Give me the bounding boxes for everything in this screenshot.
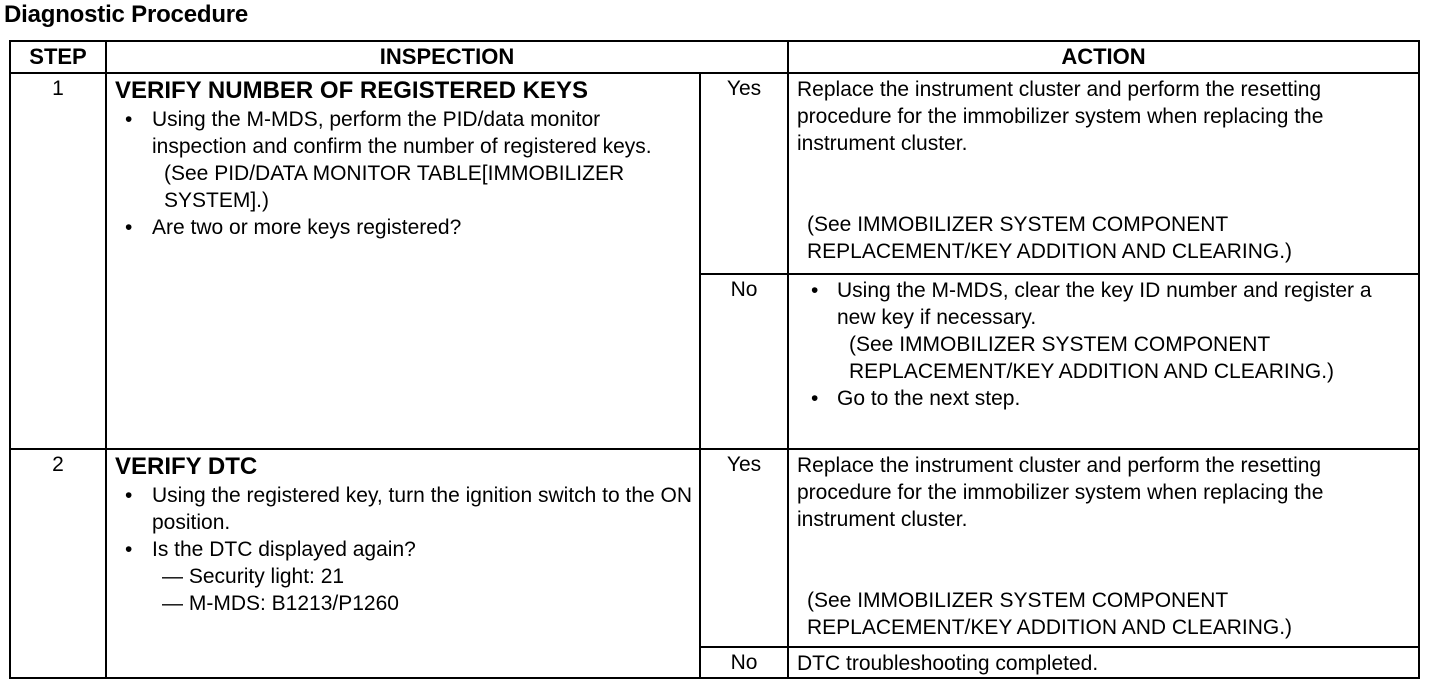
step-title: VERIFY NUMBER OF REGISTERED KEYS	[115, 77, 588, 104]
step-1-inspection-cell	[106, 73, 700, 449]
yes-label: Yes	[726, 453, 762, 476]
header-action: ACTION	[788, 41, 1419, 73]
yes-label: Yes	[726, 77, 762, 100]
step-1-yes-row	[10, 73, 1419, 274]
inspection-bullet-text: Using the registered key, turn the ignition switch to the ON position.	[152, 484, 693, 534]
inspection-bullet-text: Is the DTC displayed again?	[152, 538, 416, 561]
spacer	[797, 533, 1408, 587]
page-title: Diagnostic Procedure	[4, 1, 249, 28]
no-label: No	[730, 651, 758, 674]
action-text: Replace the instrument cluster and perform the resetting procedure for the immobilizer system when replacing the instrument cluster.	[797, 454, 1324, 531]
step-1-no-cell	[700, 274, 788, 449]
action-bullet	[797, 385, 1408, 412]
inspection-bullet-text: Are two or more keys registered?	[152, 216, 462, 239]
inspection-bullet	[115, 106, 693, 214]
header-step: STEP	[10, 41, 106, 73]
inspection-bullet	[115, 482, 693, 536]
diagnostic-procedure-table	[9, 40, 1420, 679]
dtc-detail: — M-MDS: B1213/P1260	[162, 592, 399, 615]
reference-text: (See IMMOBILIZER SYSTEM COMPONENT REPLACEMENT/KEY ADDITION AND CLEARING.)	[807, 213, 1293, 263]
inspection-bullet-text: Using the M-MDS, perform the PID/data monitor inspection and confirm the number of registered keys.	[152, 108, 652, 158]
action-text: Replace the instrument cluster and perform the resetting procedure for the immobilizer system when replacing the instrument cluster.	[797, 78, 1324, 155]
step-number: 1	[52, 77, 64, 100]
step-2-yes-cell	[700, 449, 788, 647]
reference-text: (See IMMOBILIZER SYSTEM COMPONENT REPLACEMENT/KEY ADDITION AND CLEARING.)	[849, 333, 1335, 383]
step-2-yes-row	[10, 449, 1419, 647]
inspection-bullet	[115, 536, 693, 617]
step-2-inspection-cell	[106, 449, 700, 678]
reference-text: (See PID/DATA MONITOR TABLE[IMMOBILIZER SYSTEM].)	[164, 162, 625, 212]
dtc-detail: — Security light: 21	[162, 565, 345, 588]
reference-text: (See IMMOBILIZER SYSTEM COMPONENT REPLACEMENT/KEY ADDITION AND CLEARING.)	[807, 589, 1293, 639]
step-1-yes-cell	[700, 73, 788, 274]
action-text: DTC troubleshooting completed.	[797, 652, 1099, 675]
header-inspection: INSPECTION	[106, 41, 788, 73]
inspection-bullet	[115, 214, 693, 241]
spacer	[797, 157, 1408, 211]
action-bullet-text: Using the M-MDS, clear the key ID number and register a new key if necessary.	[837, 279, 1372, 329]
no-label: No	[730, 278, 758, 301]
header-row	[10, 41, 1419, 73]
step-2-number-cell	[10, 449, 106, 678]
step-1-no-action-cell	[788, 274, 1419, 449]
step-1-number-cell	[10, 73, 106, 449]
step-title: VERIFY DTC	[115, 453, 258, 480]
step-2-yes-action-cell	[788, 449, 1419, 647]
step-2-no-action-cell	[788, 647, 1419, 678]
action-bullet-text: Go to the next step.	[837, 387, 1021, 410]
step-2-no-cell	[700, 647, 788, 678]
step-number: 2	[52, 453, 64, 476]
action-bullet	[797, 277, 1408, 385]
step-1-yes-action-cell	[788, 73, 1419, 274]
